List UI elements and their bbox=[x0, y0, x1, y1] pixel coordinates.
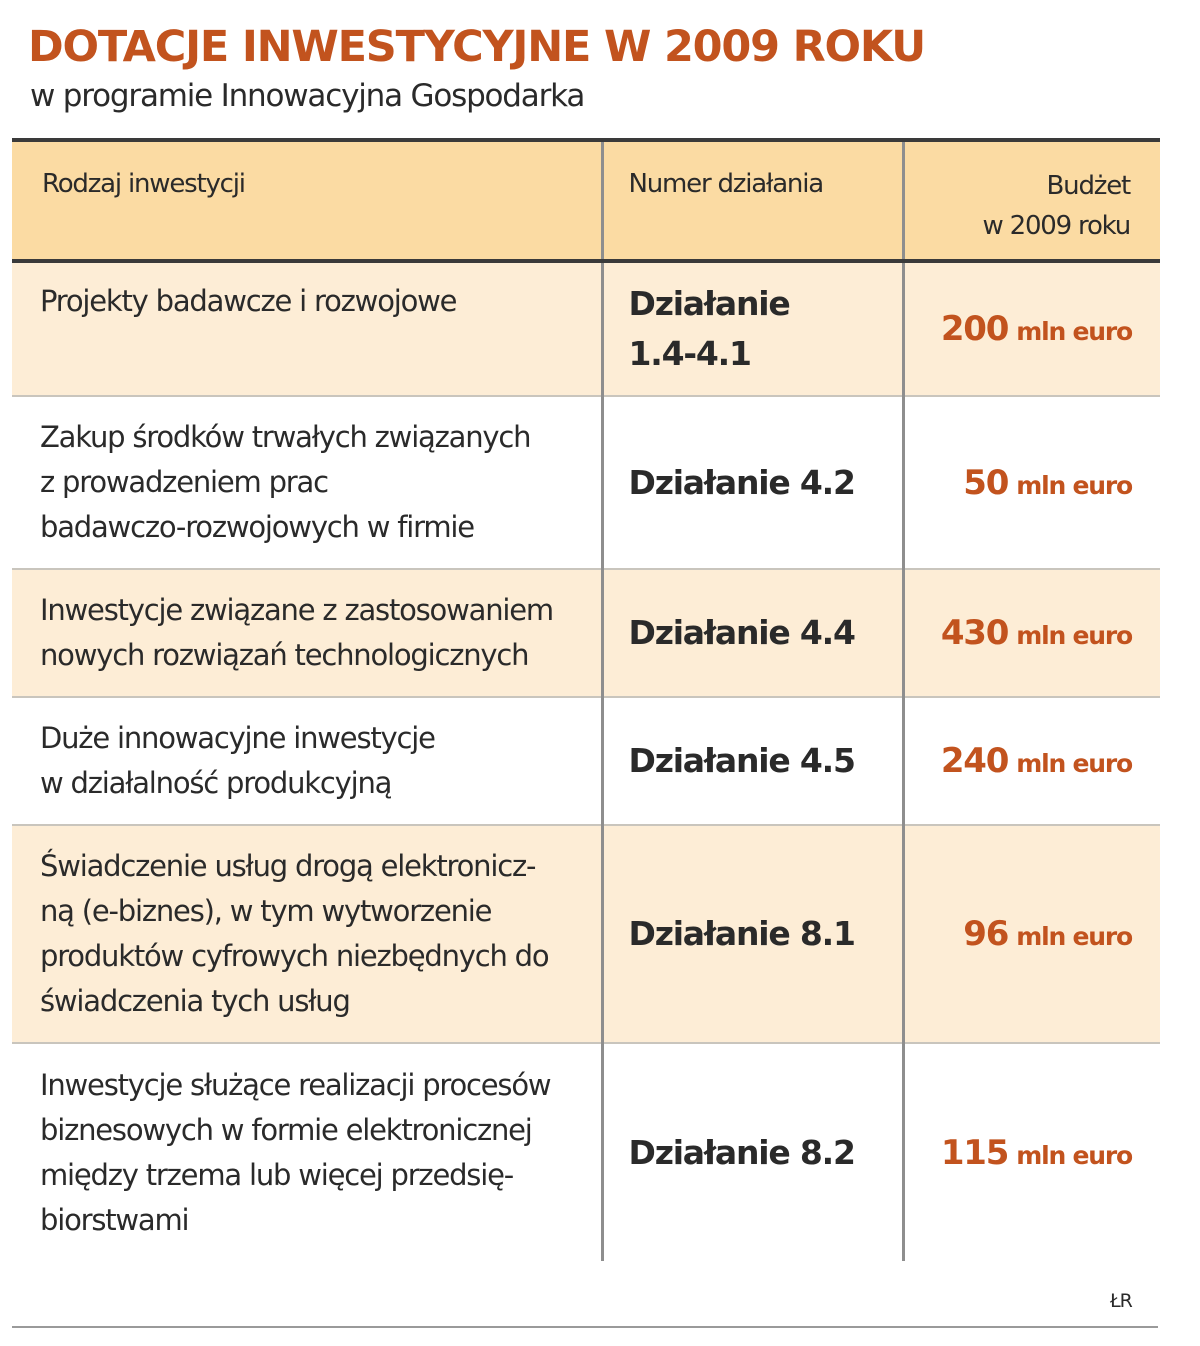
row-type-line: badawczo-rozwojowych w firmie bbox=[40, 510, 474, 544]
table-row bbox=[12, 1043, 1160, 1261]
row-budget bbox=[905, 741, 1160, 781]
row-type-line: Inwestycje służące realizacji procesów bbox=[40, 1067, 551, 1102]
row-budget-unit: mln euro bbox=[1016, 621, 1132, 650]
row-type-line: ną (e-biznes), w tym wytworzenie bbox=[40, 894, 492, 928]
row-type-line: Duże innowacyjne inwestycje bbox=[40, 721, 435, 755]
column-header-action-label: Numer działania bbox=[628, 169, 823, 199]
row-budget-amount: 115 bbox=[940, 1132, 1009, 1173]
investment-grid bbox=[12, 142, 1160, 1261]
bottom-rule bbox=[12, 1326, 1158, 1328]
row-budget-unit: mln euro bbox=[1016, 1140, 1132, 1170]
row-action-cell bbox=[602, 825, 903, 1043]
row-type-line: Zakup środków trwałych związanych bbox=[40, 420, 531, 454]
row-action-line1: Działanie bbox=[628, 284, 790, 323]
column-header-budget-label bbox=[905, 142, 1160, 246]
row-type-line: biznesowych w formie elektronicznej bbox=[40, 1112, 532, 1147]
row-action-cell bbox=[602, 1043, 903, 1261]
column-header-budget-line1: Budżet bbox=[1046, 171, 1130, 201]
row-type-line: Świadczenie usług drogą elektronicz- bbox=[40, 849, 536, 883]
row-action: Działanie 4.2 bbox=[628, 462, 855, 502]
row-type: Projekty badawcze i rozwojowe bbox=[40, 284, 457, 318]
row-budget-amount: 96 bbox=[963, 914, 1009, 954]
row-budget-unit: mln euro bbox=[1016, 317, 1132, 346]
row-type-cell bbox=[12, 569, 602, 697]
table-header-row bbox=[12, 142, 1160, 261]
row-budget bbox=[905, 613, 1160, 653]
row-budget-amount: 200 bbox=[940, 309, 1009, 349]
table-row bbox=[12, 396, 1160, 569]
row-budget bbox=[905, 1133, 1160, 1173]
table-row bbox=[12, 261, 1160, 396]
row-action: Działanie 8.1 bbox=[628, 914, 855, 953]
table-row bbox=[12, 697, 1160, 825]
row-action-cell bbox=[602, 261, 903, 396]
row-type-line: Inwestycje związane z zastosowaniem bbox=[40, 593, 553, 627]
page-title: DOTACJE INWESTYCYJNE W 2009 ROKU bbox=[28, 22, 925, 72]
author-credit: ŁR bbox=[1110, 1290, 1132, 1312]
row-type bbox=[12, 415, 601, 550]
row-budget-unit: mln euro bbox=[1016, 922, 1132, 951]
row-budget bbox=[905, 309, 1160, 349]
row-type-line: biorstwami bbox=[40, 1202, 189, 1237]
row-budget bbox=[905, 914, 1160, 954]
row-type-cell bbox=[12, 697, 602, 825]
row-budget-cell bbox=[903, 697, 1160, 825]
column-header-type-label: Rodzaj inwestycji bbox=[42, 169, 245, 199]
row-type-cell bbox=[12, 1043, 602, 1261]
row-budget-cell bbox=[903, 825, 1160, 1043]
row-type-cell bbox=[12, 261, 602, 396]
row-action: Działanie 8.2 bbox=[628, 1132, 855, 1172]
row-type bbox=[12, 588, 601, 678]
page-subtitle: w programie Innowacyjna Gospodarka bbox=[30, 78, 585, 114]
row-budget-cell bbox=[903, 569, 1160, 697]
row-type-line: między trzema lub więcej przedsię- bbox=[40, 1157, 513, 1192]
row-action-line2: 1.4-4.1 bbox=[628, 334, 751, 373]
row-budget-cell bbox=[903, 261, 1160, 396]
row-type bbox=[12, 844, 601, 1024]
row-action: Działanie 4.4 bbox=[628, 613, 855, 652]
row-action-cell bbox=[602, 569, 903, 697]
row-action-cell bbox=[602, 396, 903, 569]
investment-table bbox=[12, 138, 1160, 1261]
row-budget bbox=[905, 463, 1160, 503]
row-budget-amount: 50 bbox=[963, 462, 1009, 503]
row-type bbox=[12, 716, 601, 806]
column-header-budget bbox=[903, 142, 1160, 261]
row-type-cell bbox=[12, 396, 602, 569]
column-header-action bbox=[602, 142, 903, 261]
row-type-cell bbox=[12, 825, 602, 1043]
row-type-line: w działalność produkcyjną bbox=[40, 766, 392, 800]
row-budget-cell bbox=[903, 396, 1160, 569]
row-type-line: nowych rozwiązań technologicznych bbox=[40, 638, 529, 672]
row-type-line: produktów cyfrowych niezbędnych do bbox=[40, 939, 549, 973]
row-type-line: świadczenia tych usług bbox=[40, 984, 350, 1018]
row-type-line: z prowadzeniem prac bbox=[40, 465, 328, 499]
row-action bbox=[604, 279, 902, 379]
row-action: Działanie 4.5 bbox=[628, 741, 855, 780]
table-row bbox=[12, 569, 1160, 697]
row-budget-unit: mln euro bbox=[1016, 470, 1132, 500]
column-header-type bbox=[12, 142, 602, 261]
table-row bbox=[12, 825, 1160, 1043]
column-header-budget-line2: w 2009 roku bbox=[982, 211, 1130, 241]
row-budget-unit: mln euro bbox=[1016, 749, 1132, 778]
row-action-cell bbox=[602, 697, 903, 825]
row-type bbox=[12, 1063, 601, 1243]
row-budget-amount: 430 bbox=[940, 613, 1009, 653]
row-budget-amount: 240 bbox=[940, 741, 1009, 781]
row-budget-cell bbox=[903, 1043, 1160, 1261]
